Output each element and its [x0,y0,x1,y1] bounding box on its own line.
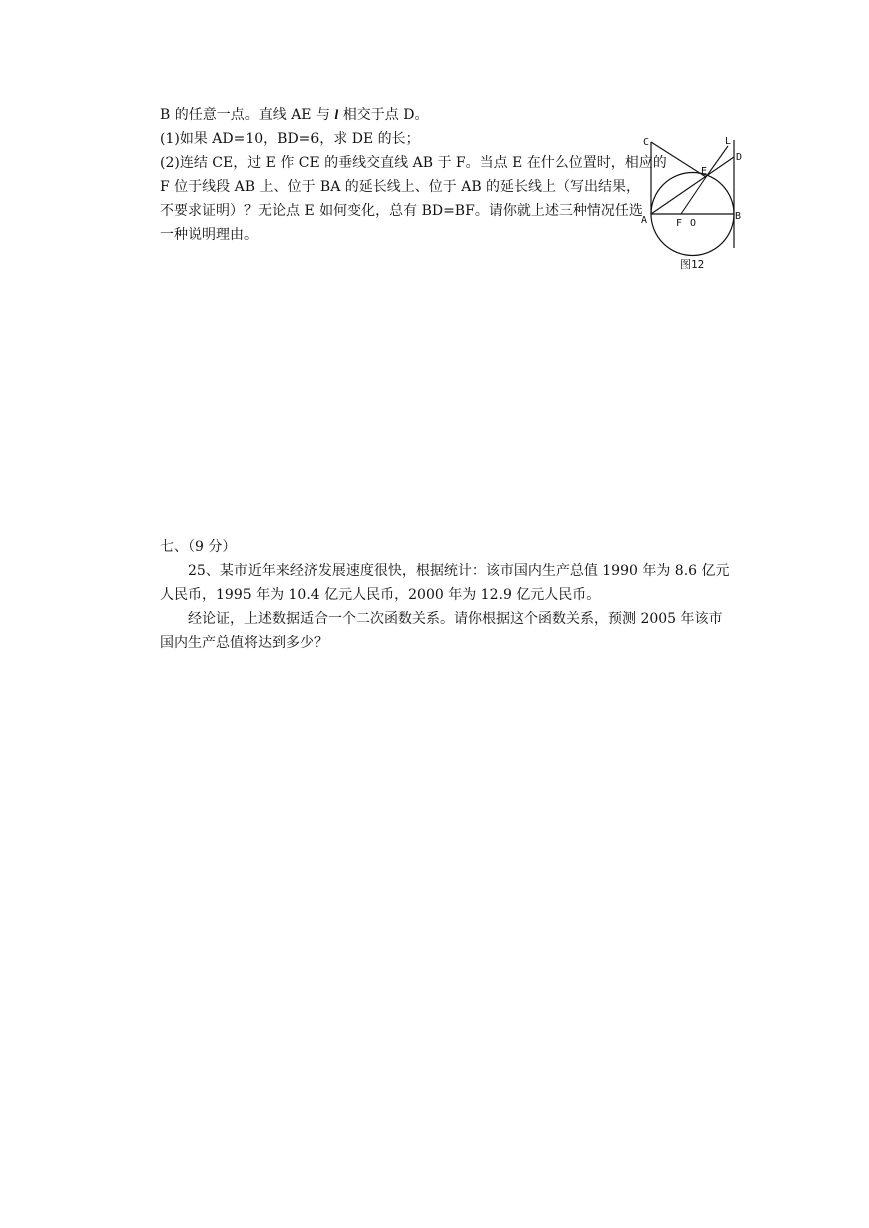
problem24-part2-line3: 不要求证明）？无论点 E 如何变化，总有 BD=BF。请你就上述三种情况任选 [160,203,643,219]
problem24-part2-line2: F 位于线段 AB 上、位于 BA 的延长线上、位于 AB 的延长线上（写出结果， [160,179,641,195]
section7-heading: 七、（9 分） [160,539,237,555]
label-e: E [701,166,708,177]
label-c: C [643,137,650,148]
problem24-part2-line4: 一种说明理由。 [160,227,258,243]
label-l: L [725,136,732,147]
problem25-line3: 经论证，上述数据适合一个二次函数关系。请你根据这个函数关系，预测 2005 年该市 [188,611,723,627]
segment-fe [681,177,706,214]
problem24-line1 [160,105,428,126]
label-o: O [690,218,697,229]
segment-el [706,146,728,177]
segment-ce [651,142,706,177]
problem24-part1: (1)如果 AD=10，BD=6，求 DE 的长； [160,131,420,147]
problem25-line1: 25、某市近年来经济发展速度很快，根据统计：该市国内生产总值 1990 年为 8.6 亿元 [188,563,730,579]
figure-caption: 图12 [680,258,705,271]
problem25-line2: 人民币，1995 年为 10.4 亿元人民币，2000 年为 12.9 亿元人民币。 [160,587,601,603]
label-a: A [641,215,648,226]
problem25-line4: 国内生产总值将达到多少？ [160,635,328,651]
line-l-symbol: l [334,108,339,123]
figure-svg [640,130,752,275]
label-f: F [676,218,683,229]
line-ad [651,157,734,214]
geometry-figure-12 [640,130,752,275]
problem24-part2-line1: (2)连结 CE，过 E 作 CE 的垂线交直线 AB 于 F。当点 E 在什么位置时，相应的 [160,155,667,171]
problem24-line1-text-b: 相交于点 D。 [342,107,429,123]
label-d: D [736,152,743,163]
label-b: B [735,211,742,222]
problem24-line1-text-a: B 的任意一点。直线 AE 与 [160,107,330,123]
